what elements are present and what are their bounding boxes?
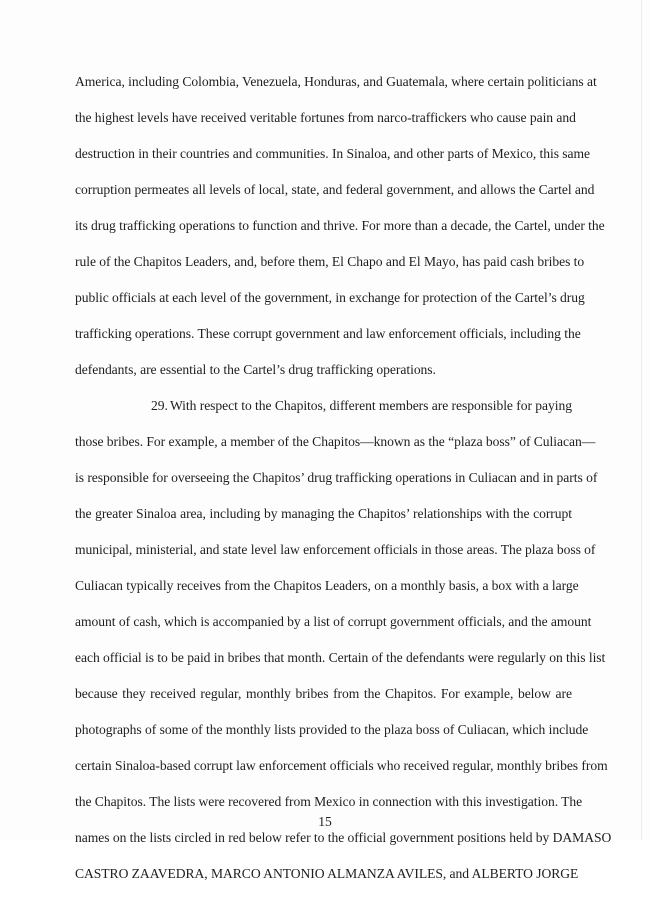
- text-line: because they received regular, monthly bribes from the Chapitos. For example, below are: [75, 686, 572, 701]
- text-line: public officials at each level of the government, in exchange for protection of the Cartel’s drug: [75, 290, 585, 305]
- text-line: CASTRO ZAAVEDRA, MARCO ANTONIO ALMANZA AVILES, and ALBERTO JORGE: [75, 866, 579, 881]
- text-line: amount of cash, which is accompanied by a list of corrupt government officials, and the amount: [75, 614, 592, 629]
- page-number: 15: [318, 814, 332, 829]
- text-line: destruction in their countries and communities. In Sinaloa, and other parts of Mexico, this same: [75, 146, 591, 161]
- text-line: names on the lists circled in red below refer to the official government positions held by DAMASO: [75, 830, 612, 845]
- text-line: trafficking operations. These corrupt government and law enforcement officials, including the: [75, 326, 581, 341]
- text-line: the Chapitos. The lists were recovered from Mexico in connection with this investigation. The: [75, 794, 583, 809]
- paragraph-29-first-line: [75, 396, 572, 432]
- text-line: photographs of some of the monthly lists provided to the plaza boss of Culiacan, which include: [75, 722, 589, 737]
- text-line: the greater Sinaloa area, including by managing the Chapitos’ relationships with the corrupt: [75, 506, 572, 521]
- text-line: is responsible for overseeing the Chapitos’ drug trafficking operations in Culiacan and in parts of: [75, 470, 598, 485]
- text-line: Culiacan typically receives from the Chapitos Leaders, on a monthly basis, a box with a large: [75, 578, 579, 593]
- text-line: America, including Colombia, Venezuela, Honduras, and Guatemala, where certain politicians at: [75, 74, 597, 89]
- text-line: its drug trafficking operations to function and thrive. For more than a decade, the Cartel, under the: [75, 218, 605, 233]
- text-line: With respect to the Chapitos, different members are responsible for paying: [169, 398, 572, 413]
- text-line: those bribes. For example, a member of the Chapitos—known as the “plaza boss” of Culiacan—: [75, 434, 596, 449]
- text-line: certain Sinaloa-based corrupt law enforcement officials who received regular, monthly bribes from: [75, 758, 608, 773]
- body-text: [75, 72, 612, 900]
- text-line: defendants, are essential to the Cartel’s drug trafficking operations.: [75, 362, 436, 377]
- text-line: the highest levels have received veritable fortunes from narco-traffickers who cause pain and: [75, 110, 576, 125]
- text-line: municipal, ministerial, and state level law enforcement officials in those areas. The plaza boss of: [75, 542, 596, 557]
- paragraph-number: 29.: [151, 398, 168, 413]
- page-edge-divider: [641, 0, 642, 840]
- text-line: rule of the Chapitos Leaders, and, before them, El Chapo and El Mayo, has paid cash bribes to: [75, 254, 585, 269]
- text-line: each official is to be paid in bribes that month. Certain of the defendants were regularly on this list: [75, 650, 606, 665]
- text-line: corruption permeates all levels of local, state, and federal government, and allows the Cartel and: [75, 182, 595, 197]
